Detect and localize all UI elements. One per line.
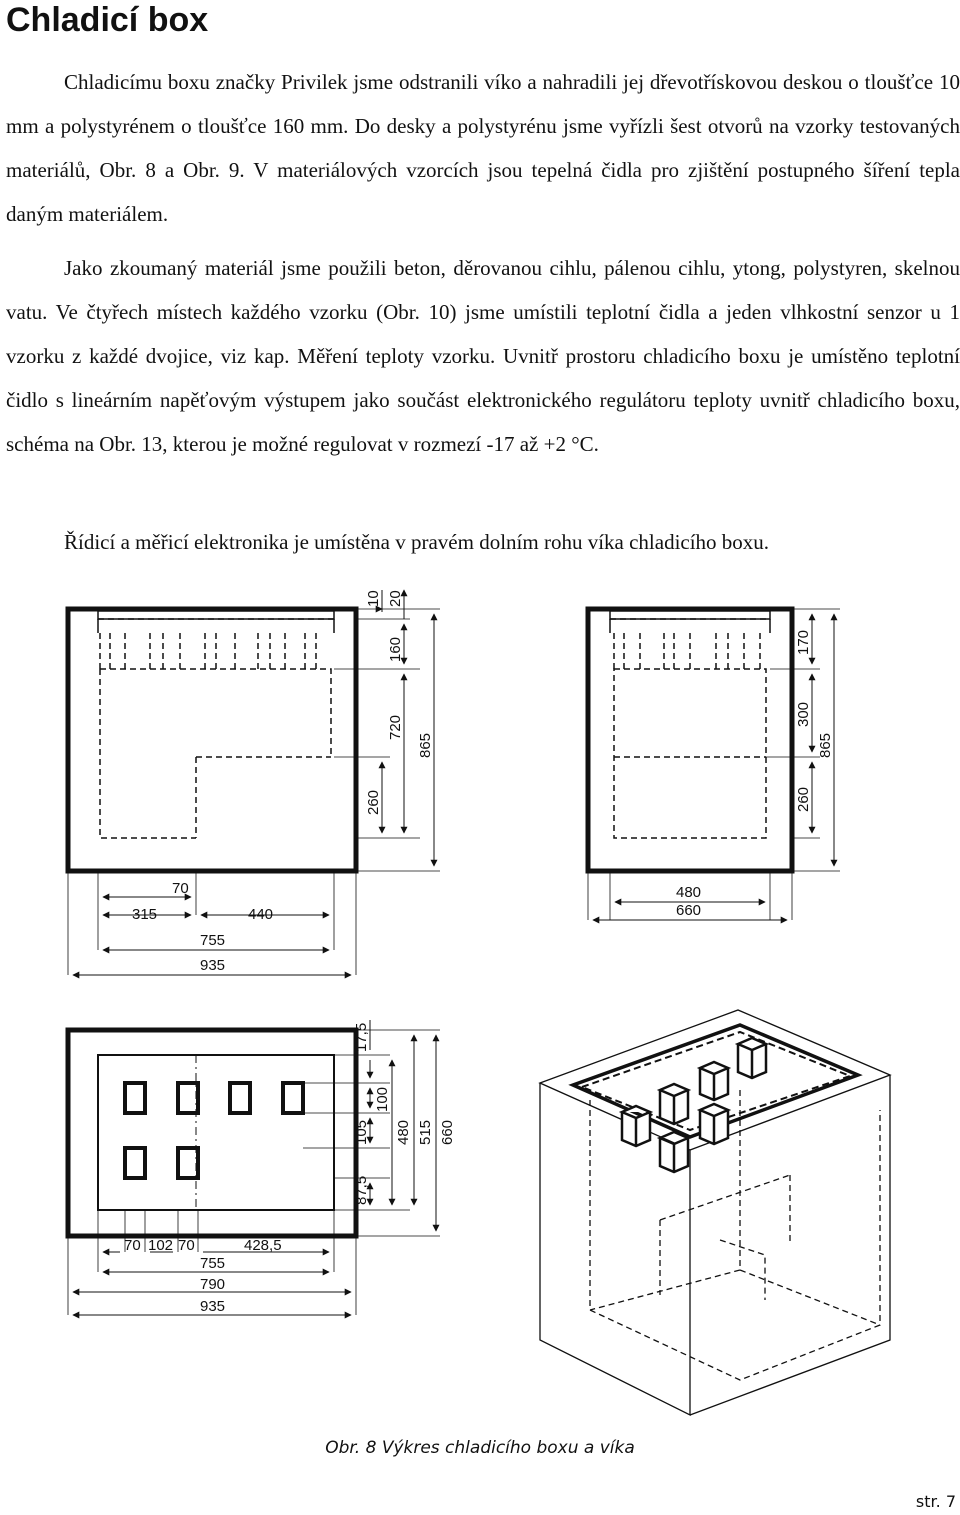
dim-top-102: 102 xyxy=(148,1237,174,1254)
dim-front-20: 20 xyxy=(387,590,404,607)
figure-caption: Obr. 8 Výkres chladicího boxu a víka xyxy=(325,1438,635,1458)
dim-side-480: 480 xyxy=(676,884,702,901)
dim-front-720: 720 xyxy=(387,714,404,740)
top-view xyxy=(68,1020,440,1315)
dim-top-660: 660 xyxy=(439,1119,456,1145)
technical-drawing xyxy=(0,580,960,1430)
dim-top-515: 515 xyxy=(417,1119,434,1145)
dim-front-315: 315 xyxy=(132,906,158,923)
dim-top-428-5: 428,5 xyxy=(244,1237,282,1254)
dim-front-935: 935 xyxy=(200,957,226,974)
isometric-view xyxy=(540,1010,890,1415)
dim-top-17-5: 17,5 xyxy=(353,1022,370,1052)
dim-top-100: 100 xyxy=(374,1086,391,1112)
dim-front-260: 260 xyxy=(365,789,382,815)
dim-top-790: 790 xyxy=(200,1276,226,1293)
dim-front-160: 160 xyxy=(387,636,404,662)
dim-front-755: 755 xyxy=(200,932,226,949)
page-number: str. 7 xyxy=(915,1492,956,1511)
dim-front-865: 865 xyxy=(417,732,434,758)
dim-side-660: 660 xyxy=(676,902,702,919)
dim-side-300: 300 xyxy=(795,701,812,727)
dim-side-260: 260 xyxy=(795,786,812,812)
dim-top-87-5: 87,5 xyxy=(353,1175,370,1205)
dim-top-935: 935 xyxy=(200,1298,226,1315)
dim-top-755: 755 xyxy=(200,1255,226,1272)
dim-top-480: 480 xyxy=(395,1119,412,1145)
dim-front-70: 70 xyxy=(172,880,189,897)
dim-top-70a: 70 xyxy=(124,1237,141,1254)
paragraph-2: Jako zkoumaný materiál jsme použili beton, děrovanou cihlu, pálenou cihlu, ytong, polystyren, skelnou vatu. Ve čtyřech místech každého vzorku (Obr. 10) jsme umístili teplotní čidla a jeden vlhkostní senzor u 1 vzorku z každé dvojice, viz kap. Měření teploty vzorku. Uvnitř prostoru chladicího boxu je umístěno teplotní čidlo s lineárním napěťovým výstupem jako součást elektronického regulátoru teploty uvnitř chladicího boxu, schéma na Obr. 13, kterou je možné regulovat v rozmezí -17 až +2 °C. xyxy=(6,256,960,456)
paragraph-1: Chladicímu boxu značky Privilek jsme odstranili víko a nahradili jej dřevotřískovou deskou o tloušťce 10 mm a polystyrénem o tloušťce 160 mm. Do desky a polystyrénu jsme vyřízli šest otvorů na vzorky testovaných materiálů, Obr. 8 a Obr. 9. V materiálových vzorcích jsou tepelná čidla pro zjištění postupného šíření tepla daným materiálem. xyxy=(6,70,960,226)
dim-top-105: 105 xyxy=(353,1119,370,1145)
dim-side-170: 170 xyxy=(795,629,812,655)
dim-front-10: 10 xyxy=(365,590,382,607)
dim-front-440: 440 xyxy=(248,906,274,923)
paragraph-3: Řídicí a měřicí elektronika je umístěna v pravém dolním rohu víka chladicího boxu. xyxy=(64,530,770,554)
dim-side-865: 865 xyxy=(817,732,834,758)
dim-top-70b: 70 xyxy=(178,1237,195,1254)
page-title: Chladicí box xyxy=(6,1,209,39)
